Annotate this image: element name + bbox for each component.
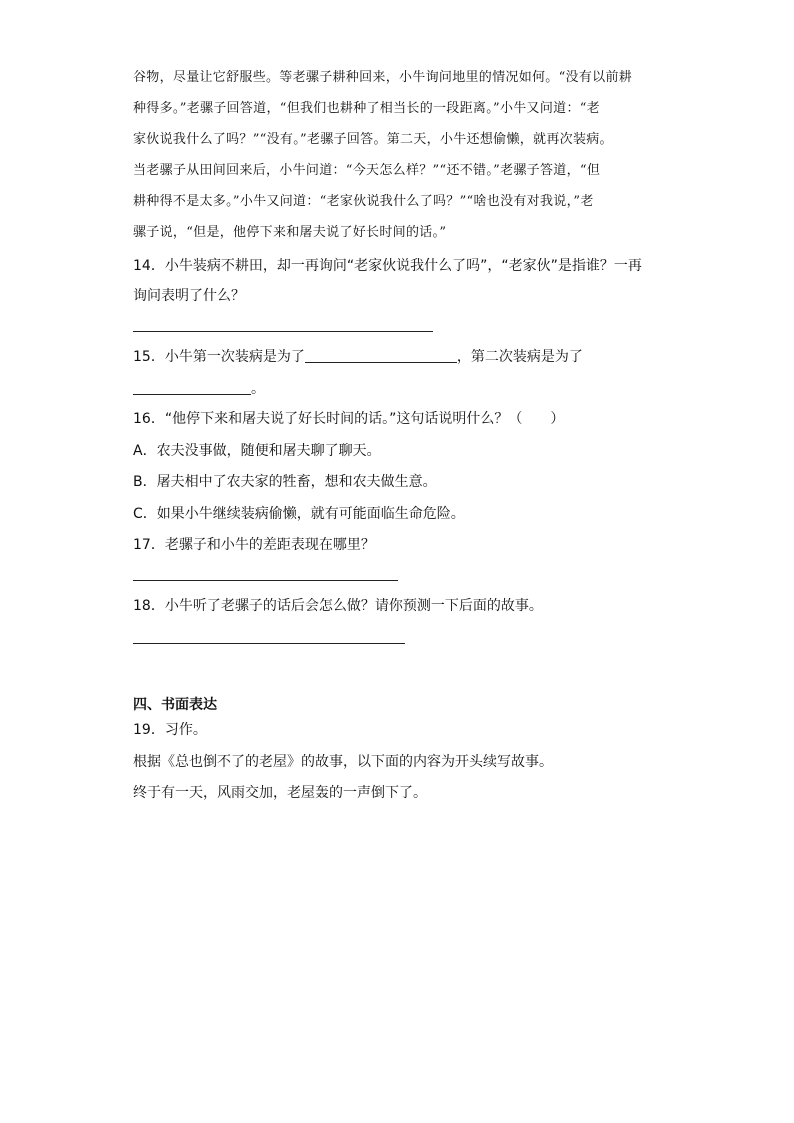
question-15 <box>133 346 583 368</box>
answer-line-18[interactable] <box>133 643 405 644</box>
question-14-line1: 14．小牛装病不耕田，却一再询问“老家伙说我什么了吗”，“老家伙”是指谁？一再 <box>133 258 642 274</box>
answer-blank-15b[interactable] <box>133 378 251 395</box>
option-b[interactable]: B．屠夫相中了农夫家的牲畜，想和农夫做生意。 <box>133 474 437 490</box>
passage-line: 骡子说，“但是，他停下来和屠夫说了好长时间的话。” <box>133 225 447 240</box>
question-14-line2: 询问表明了什么？ <box>133 288 245 304</box>
answer-blank-15a[interactable] <box>305 346 457 363</box>
question-15-line2 <box>133 378 265 400</box>
question-15-part1: 15．小牛第一次装病是为了 <box>133 349 305 365</box>
question-17: 17．老骡子和小牛的差距表现在哪里？ <box>133 537 375 553</box>
section-heading: 四、书面表达 <box>133 697 217 713</box>
passage-line: 谷物，尽量让它舒服些。等老骡子耕种回来，小牛询问地里的情况如何。“没有以前耕 <box>133 70 633 85</box>
story-passage <box>133 62 673 248</box>
question-18: 18．小牛听了老骡子的话后会怎么做？请你预测一下后面的故事。 <box>133 598 543 614</box>
passage-line: 当老骡子从田间回来后，小牛问道：“今天怎么样？”“还不错。”老骡子答道，“但 <box>133 163 601 178</box>
option-c[interactable]: C．如果小牛继续装病偷懒，就有可能面临生命危险。 <box>133 506 465 522</box>
option-a[interactable]: A．农夫没事做，随便和屠夫聊了聊天。 <box>133 443 381 459</box>
question-19: 19．习作。 <box>133 722 207 738</box>
answer-line-17[interactable] <box>133 580 398 581</box>
question-15-part2: ，第二次装病是为了 <box>456 349 583 365</box>
writing-prompt: 根据《总也倒不了的老屋》的故事，以下面的内容为开头续写故事。 <box>133 754 553 770</box>
passage-line: 种得多。”老骡子回答道，“但我们也耕种了相当长的一段距离。”小牛又问道：“老 <box>133 101 600 116</box>
answer-line-14[interactable] <box>133 331 433 332</box>
story-opening: 终于有一天，风雨交加，老屋轰的一声倒下了。 <box>133 785 427 801</box>
question-16-stem: 16．“他停下来和屠夫说了好长时间的话。”这句话说明什么？（ ） <box>133 411 565 427</box>
passage-line: 耕种得不是太多。”小牛又问道：“老家伙说我什么了吗？”“啥也没有对我说，”老 <box>133 194 594 209</box>
question-15-end: 。 <box>251 381 265 397</box>
passage-line: 家伙说我什么了吗？”“没有。”老骡子回答。第二天，小牛还想偷懒，就再次装病。 <box>133 132 613 147</box>
